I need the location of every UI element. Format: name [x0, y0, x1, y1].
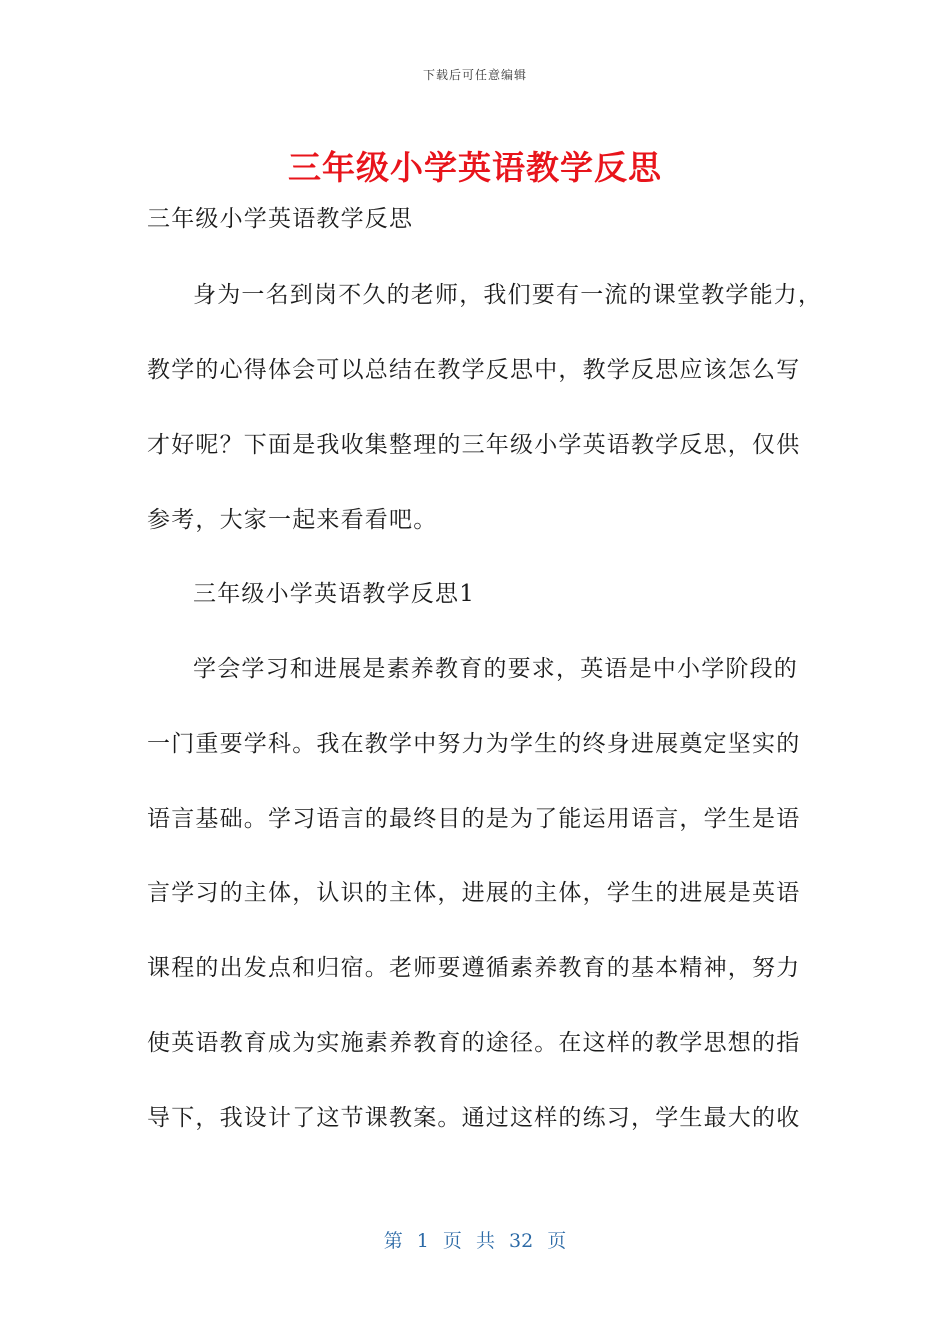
page-number-footer: 第 1 页 共 32 页	[383, 1230, 567, 1252]
paragraph-line: 使英语教育成为实施素养教育的途径。在这样的教学思想的指	[147, 1030, 801, 1056]
paragraph-line: 教学的心得体会可以总结在教学反思中，教学反思应该怎么写	[147, 357, 801, 383]
paragraph-line: 身为一名到岗不久的老师，我们要有一流的课堂教学能力，	[193, 282, 823, 308]
subtitle-line: 三年级小学英语教学反思	[147, 206, 414, 232]
section-heading: 三年级小学英语教学反思1	[193, 581, 476, 607]
paragraph-line: 参考，大家一起来看看吧。	[147, 507, 438, 533]
paragraph-line: 言学习的主体，认识的主体，进展的主体，学生的进展是英语	[147, 880, 801, 906]
document-title: 三年级小学英语教学反思	[288, 148, 662, 187]
paragraph-line: 课程的出发点和归宿。老师要遵循素养教育的基本精神，努力	[147, 955, 801, 981]
paragraph-line: 语言基础。学习语言的最终目的是为了能运用语言，学生是语	[147, 806, 801, 832]
paragraph-line: 导下，我设计了这节课教案。通过这样的练习，学生最大的收	[147, 1105, 801, 1131]
page-header-note: 下载后可任意编辑	[422, 68, 527, 82]
paragraph-line: 学会学习和进展是素养教育的要求，英语是中小学阶段的	[193, 656, 798, 682]
paragraph-line: 一门重要学科。我在教学中努力为学生的终身进展奠定坚实的	[147, 731, 801, 757]
paragraph-line: 才好呢？下面是我收集整理的三年级小学英语教学反思，仅供	[147, 432, 801, 458]
